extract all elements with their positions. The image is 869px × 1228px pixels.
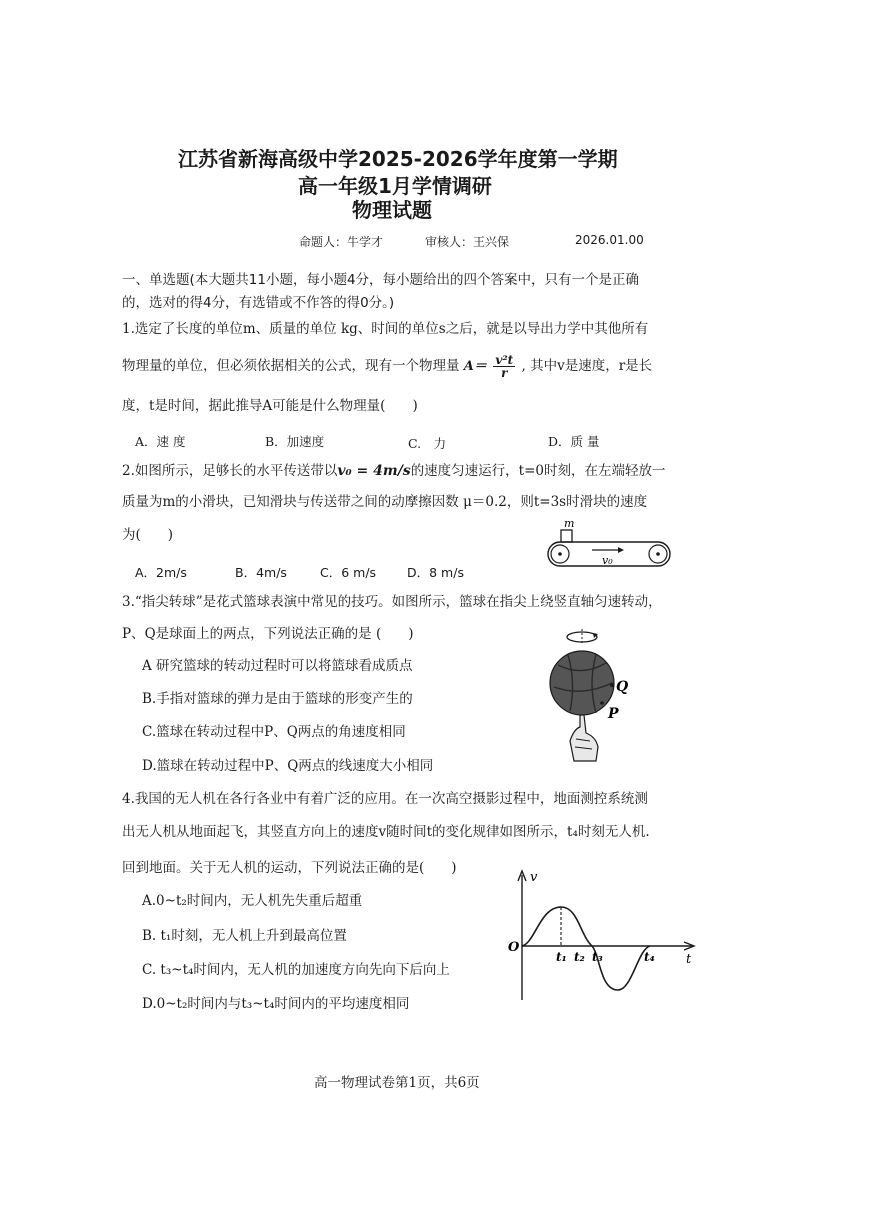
q4-line-3: 回到地面。关于无人机的运动，下列说法正确的是( ) [122, 860, 457, 876]
origin-label: O [508, 940, 520, 955]
q2-line-1 [122, 464, 666, 479]
school-title: 江苏省新海高级中学2025-2026学年度第一学期 [178, 147, 618, 171]
spinning-basketball-diagram [540, 625, 640, 763]
q1-line-2 [122, 354, 652, 379]
page-footer: 高一物理试卷第1页，共6页 [314, 1075, 480, 1091]
exam-subtitle: 高一年级1月学情调研 [298, 174, 492, 198]
q3-line-2: P、Q是球面上的两点，下列说法正确的是 ( ) [122, 626, 414, 642]
velocity-time-graph [500, 865, 705, 1005]
point-p-marker [600, 701, 604, 705]
left-pulley-axle [558, 552, 562, 556]
tick-label-t1: t₁ [556, 950, 567, 964]
q1-option-b: B．加速度 [265, 434, 325, 449]
q4-line-1: 4.我国的无人机在各行各业中有着广泛的应用。在一次高空摄影过程中，地面测控系统测 [122, 791, 648, 807]
q2-line-2: 质量为m的小滑块，已知滑块与传送带之间的动摩擦因数 μ＝0.2，则t=3s时滑块的速度 [122, 494, 648, 510]
q2-option-b: B．4m/s [235, 565, 287, 580]
q1-formula-numerator: v²t [495, 353, 514, 367]
q1-line-3: 度，t是时间，据此推导A可能是什么物理量( ) [122, 398, 418, 414]
q1-formula-denominator: r [501, 366, 508, 380]
exam-date: 2026.01.00 [575, 233, 644, 247]
velocity-curve [522, 907, 650, 990]
q1-line-2-tail: , 其中v是速度，r是长 [521, 358, 653, 374]
section-instructions-line-2: 的，选对的得4分，有选错或不作答的得0分。) [122, 295, 395, 311]
velocity-arrow-head [618, 547, 624, 553]
q3-option-a: A 研究篮球的转动过程时可以将篮球看成质点 [142, 658, 413, 674]
section-instructions-line-1: 一、单选题(本大题共11小题，每小题4分，每小题给出的四个答案中，只有一个是正确 [122, 272, 640, 288]
q1-formula-lhs: A＝ [463, 359, 487, 374]
sliding-block [561, 530, 572, 542]
block-mass-label: m [564, 517, 575, 530]
q2-option-d: D．8 m/s [407, 565, 464, 580]
q3-option-b: B.手指对篮球的弹力是由于篮球的形变产生的 [142, 691, 413, 707]
q4-option-c: C. t₃~t₄时间内，无人机的加速度方向先向下后向上 [142, 962, 450, 978]
q2-line-3: 为( ) [122, 527, 174, 543]
basketball [550, 651, 614, 715]
right-pulley-axle [656, 552, 660, 556]
q4-option-d: D.0~t₂时间内与t₃~t₄时间内的平均速度相同 [142, 996, 410, 1012]
point-p-label: P [608, 706, 619, 722]
q4-line-2: 出无人机从地面起飞，其竖直方向上的速度v随时间t的变化规律如图所示，t₄时刻无人机. [122, 824, 650, 840]
q2-option-a: A．2m/s [135, 565, 187, 580]
q2-line-1-tail: 的速度匀速运行，t=0时刻，在左端轻放一 [410, 463, 666, 479]
tick-label-t4: t₄ [644, 950, 655, 964]
q3-line-1: 3.“指尖转球”是花式篮球表演中常见的技巧。如图所示，篮球在指尖上绕竖直轴匀速转动， [122, 594, 662, 610]
point-q-marker [610, 683, 614, 687]
q1-formula [464, 354, 517, 379]
q1-option-a: A．速 度 [135, 434, 186, 449]
q3-option-d: D.篮球在转动过程中P、Q两点的线速度大小相同 [142, 758, 434, 774]
tick-label-t3: t₃ [592, 950, 603, 964]
q1-option-c: C. 力 [408, 436, 447, 451]
finger-hand [570, 715, 598, 761]
q2-velocity-value: v₀ = 4m/s [337, 463, 411, 479]
q1-line-2-text: 物理量的单位，但必须依据相关的公式，现有一个物理量 [122, 358, 460, 374]
q1-option-d: D．质 量 [548, 434, 600, 449]
q2-option-c: C．6 m/s [320, 565, 377, 580]
q4-option-b: B. t₁时刻，无人机上升到最高位置 [142, 928, 347, 944]
tick-label-t2: t₂ [574, 950, 585, 964]
conveyor-belt-diagram [538, 514, 678, 574]
point-q-label: Q [616, 679, 629, 695]
belt-velocity-label: v₀ [602, 554, 613, 567]
reviewer-label: 审核人：王兴保 [425, 235, 510, 249]
exam-title: 物理试题 [352, 198, 432, 222]
q4-option-a: A.0~t₂时间内，无人机先失重后超重 [142, 893, 363, 909]
setter-label: 命题人：牛学才 [299, 235, 384, 249]
v-axis-label: v [530, 870, 538, 885]
q1-line-1: 1.选定了长度的单位m、质量的单位 kg、时间的单位s之后，就是以导出力学中其他所有 [122, 321, 649, 337]
q1-formula-fraction [493, 354, 515, 379]
t-axis-label: t [686, 952, 692, 967]
q2-line-1-text: 2.如图所示，足够长的水平传送带以 [122, 463, 338, 479]
q3-option-c: C.篮球在转动过程中P、Q两点的角速度相同 [142, 724, 406, 740]
